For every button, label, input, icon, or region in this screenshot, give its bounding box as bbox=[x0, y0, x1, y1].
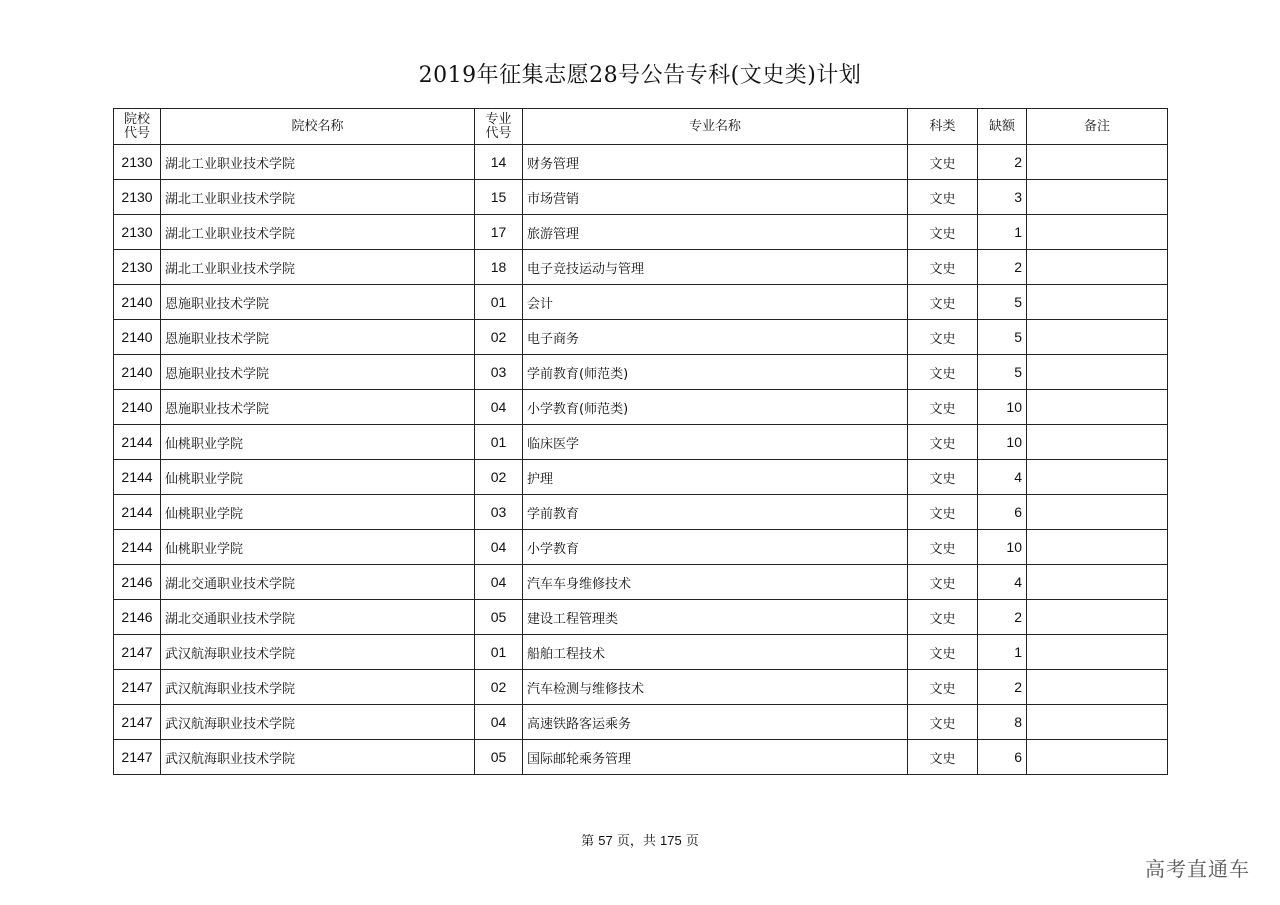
cell-major-name: 护理 bbox=[523, 460, 908, 495]
cell-school-code: 2130 bbox=[114, 145, 161, 180]
cell-quota: 2 bbox=[978, 145, 1027, 180]
cell-major-name: 船舶工程技术 bbox=[523, 635, 908, 670]
cell-school-name: 湖北工业职业技术学院 bbox=[161, 145, 475, 180]
header-quota: 缺额 bbox=[978, 109, 1027, 145]
cell-major-name: 临床医学 bbox=[523, 425, 908, 460]
cell-major-code: 04 bbox=[475, 565, 523, 600]
table-row bbox=[114, 705, 1168, 740]
cell-category: 文史 bbox=[908, 320, 978, 355]
cell-major-code: 04 bbox=[475, 390, 523, 425]
table-row bbox=[114, 355, 1168, 390]
cell-quota: 4 bbox=[978, 565, 1027, 600]
table-row bbox=[114, 215, 1168, 250]
cell-note bbox=[1027, 215, 1168, 250]
cell-quota: 10 bbox=[978, 390, 1027, 425]
cell-quota: 2 bbox=[978, 250, 1027, 285]
table-row bbox=[114, 495, 1168, 530]
cell-school-code: 2144 bbox=[114, 495, 161, 530]
cell-quota: 1 bbox=[978, 215, 1027, 250]
cell-category: 文史 bbox=[908, 425, 978, 460]
cell-note bbox=[1027, 390, 1168, 425]
cell-major-code: 02 bbox=[475, 320, 523, 355]
cell-major-code: 03 bbox=[475, 355, 523, 390]
watermark: 高考直通车 bbox=[1145, 857, 1250, 881]
cell-major-code: 14 bbox=[475, 145, 523, 180]
cell-major-name: 汽车车身维修技术 bbox=[523, 565, 908, 600]
cell-quota: 8 bbox=[978, 705, 1027, 740]
cell-major-name: 会计 bbox=[523, 285, 908, 320]
cell-school-name: 武汉航海职业技术学院 bbox=[161, 705, 475, 740]
footer-total-pages: 175 bbox=[660, 833, 682, 848]
cell-school-code: 2130 bbox=[114, 215, 161, 250]
cell-school-code: 2144 bbox=[114, 425, 161, 460]
cell-note bbox=[1027, 670, 1168, 705]
header-category: 科类 bbox=[908, 109, 978, 145]
cell-school-name: 仙桃职业学院 bbox=[161, 425, 475, 460]
cell-school-code: 2146 bbox=[114, 600, 161, 635]
cell-school-name: 武汉航海职业技术学院 bbox=[161, 740, 475, 775]
cell-major-code: 01 bbox=[475, 635, 523, 670]
page-title: 2019年征集志愿28号公告专科(文史类)计划 bbox=[418, 63, 862, 88]
cell-school-name: 湖北交通职业技术学院 bbox=[161, 600, 475, 635]
table-row bbox=[114, 250, 1168, 285]
cell-quota: 4 bbox=[978, 460, 1027, 495]
cell-quota: 3 bbox=[978, 180, 1027, 215]
cell-major-code: 02 bbox=[475, 670, 523, 705]
cell-quota: 10 bbox=[978, 530, 1027, 565]
cell-major-code: 17 bbox=[475, 215, 523, 250]
table-row bbox=[114, 285, 1168, 320]
cell-category: 文史 bbox=[908, 390, 978, 425]
cell-major-name: 汽车检测与维修技术 bbox=[523, 670, 908, 705]
cell-major-name: 学前教育(师范类) bbox=[523, 355, 908, 390]
cell-school-code: 2140 bbox=[114, 390, 161, 425]
table-row bbox=[114, 320, 1168, 355]
cell-quota: 5 bbox=[978, 320, 1027, 355]
cell-school-code: 2144 bbox=[114, 530, 161, 565]
header-major-code: 专业 代号 bbox=[475, 109, 523, 145]
cell-category: 文史 bbox=[908, 740, 978, 775]
cell-note bbox=[1027, 425, 1168, 460]
cell-school-name: 恩施职业技术学院 bbox=[161, 390, 475, 425]
table-header-row bbox=[114, 109, 1168, 145]
cell-major-code: 04 bbox=[475, 705, 523, 740]
cell-category: 文史 bbox=[908, 285, 978, 320]
table-row bbox=[114, 565, 1168, 600]
cell-note bbox=[1027, 460, 1168, 495]
cell-note bbox=[1027, 145, 1168, 180]
cell-school-code: 2146 bbox=[114, 565, 161, 600]
cell-school-code: 2147 bbox=[114, 705, 161, 740]
cell-major-name: 市场营销 bbox=[523, 180, 908, 215]
cell-school-code: 2147 bbox=[114, 635, 161, 670]
table-row bbox=[114, 425, 1168, 460]
cell-major-name: 建设工程管理类 bbox=[523, 600, 908, 635]
cell-note bbox=[1027, 285, 1168, 320]
cell-note bbox=[1027, 530, 1168, 565]
header-major-name: 专业名称 bbox=[523, 109, 908, 145]
footer-suffix: 页 bbox=[685, 834, 699, 849]
cell-major-code: 18 bbox=[475, 250, 523, 285]
cell-note bbox=[1027, 320, 1168, 355]
cell-note bbox=[1027, 600, 1168, 635]
cell-quota: 6 bbox=[978, 740, 1027, 775]
header-school-code: 院校 代号 bbox=[114, 109, 161, 145]
page-footer bbox=[0, 830, 1280, 849]
cell-category: 文史 bbox=[908, 215, 978, 250]
header-note: 备注 bbox=[1027, 109, 1168, 145]
table-row bbox=[114, 180, 1168, 215]
cell-category: 文史 bbox=[908, 495, 978, 530]
cell-school-code: 2147 bbox=[114, 740, 161, 775]
cell-category: 文史 bbox=[908, 670, 978, 705]
cell-major-code: 15 bbox=[475, 180, 523, 215]
table-row bbox=[114, 635, 1168, 670]
cell-category: 文史 bbox=[908, 355, 978, 390]
cell-school-name: 仙桃职业学院 bbox=[161, 530, 475, 565]
table-row bbox=[114, 390, 1168, 425]
cell-note bbox=[1027, 180, 1168, 215]
cell-major-code: 02 bbox=[475, 460, 523, 495]
cell-note bbox=[1027, 355, 1168, 390]
cell-school-code: 2140 bbox=[114, 285, 161, 320]
cell-category: 文史 bbox=[908, 180, 978, 215]
cell-note bbox=[1027, 250, 1168, 285]
cell-quota: 2 bbox=[978, 600, 1027, 635]
footer-prefix: 第 bbox=[581, 834, 595, 849]
cell-school-name: 湖北工业职业技术学院 bbox=[161, 180, 475, 215]
cell-category: 文史 bbox=[908, 530, 978, 565]
cell-school-code: 2130 bbox=[114, 250, 161, 285]
cell-note bbox=[1027, 705, 1168, 740]
cell-major-code: 03 bbox=[475, 495, 523, 530]
cell-major-code: 01 bbox=[475, 425, 523, 460]
plan-table bbox=[113, 108, 1168, 775]
cell-major-name: 电子商务 bbox=[523, 320, 908, 355]
cell-school-name: 恩施职业技术学院 bbox=[161, 285, 475, 320]
cell-major-name: 学前教育 bbox=[523, 495, 908, 530]
cell-category: 文史 bbox=[908, 600, 978, 635]
cell-quota: 10 bbox=[978, 425, 1027, 460]
cell-school-name: 湖北工业职业技术学院 bbox=[161, 215, 475, 250]
footer-page-number: 57 bbox=[598, 833, 613, 848]
cell-quota: 1 bbox=[978, 635, 1027, 670]
table-row bbox=[114, 145, 1168, 180]
cell-major-name: 电子竞技运动与管理 bbox=[523, 250, 908, 285]
cell-major-name: 旅游管理 bbox=[523, 215, 908, 250]
cell-quota: 5 bbox=[978, 355, 1027, 390]
cell-category: 文史 bbox=[908, 145, 978, 180]
cell-school-code: 2140 bbox=[114, 320, 161, 355]
cell-category: 文史 bbox=[908, 635, 978, 670]
cell-school-code: 2130 bbox=[114, 180, 161, 215]
cell-note bbox=[1027, 740, 1168, 775]
cell-school-name: 仙桃职业学院 bbox=[161, 495, 475, 530]
table-row bbox=[114, 670, 1168, 705]
cell-school-name: 湖北工业职业技术学院 bbox=[161, 250, 475, 285]
cell-quota: 6 bbox=[978, 495, 1027, 530]
cell-major-name: 财务管理 bbox=[523, 145, 908, 180]
cell-major-code: 01 bbox=[475, 285, 523, 320]
table-row bbox=[114, 740, 1168, 775]
cell-school-name: 仙桃职业学院 bbox=[161, 460, 475, 495]
cell-quota: 5 bbox=[978, 285, 1027, 320]
cell-major-code: 05 bbox=[475, 740, 523, 775]
cell-category: 文史 bbox=[908, 460, 978, 495]
cell-school-name: 恩施职业技术学院 bbox=[161, 320, 475, 355]
cell-major-name: 小学教育 bbox=[523, 530, 908, 565]
cell-school-code: 2140 bbox=[114, 355, 161, 390]
cell-major-name: 小学教育(师范类) bbox=[523, 390, 908, 425]
cell-major-code: 05 bbox=[475, 600, 523, 635]
cell-school-name: 武汉航海职业技术学院 bbox=[161, 670, 475, 705]
cell-category: 文史 bbox=[908, 250, 978, 285]
cell-category: 文史 bbox=[908, 705, 978, 740]
cell-quota: 2 bbox=[978, 670, 1027, 705]
cell-school-code: 2144 bbox=[114, 460, 161, 495]
cell-major-name: 国际邮轮乘务管理 bbox=[523, 740, 908, 775]
cell-school-code: 2147 bbox=[114, 670, 161, 705]
footer-mid: 页，共 bbox=[616, 834, 656, 849]
cell-school-name: 恩施职业技术学院 bbox=[161, 355, 475, 390]
table-row bbox=[114, 530, 1168, 565]
cell-major-code: 04 bbox=[475, 530, 523, 565]
cell-note bbox=[1027, 565, 1168, 600]
cell-note bbox=[1027, 635, 1168, 670]
cell-category: 文史 bbox=[908, 565, 978, 600]
table-body bbox=[114, 145, 1168, 775]
cell-note bbox=[1027, 495, 1168, 530]
table-row bbox=[114, 600, 1168, 635]
cell-school-name: 武汉航海职业技术学院 bbox=[161, 635, 475, 670]
table-row bbox=[114, 460, 1168, 495]
header-school-name: 院校名称 bbox=[161, 109, 475, 145]
cell-school-name: 湖北交通职业技术学院 bbox=[161, 565, 475, 600]
cell-major-name: 高速铁路客运乘务 bbox=[523, 705, 908, 740]
